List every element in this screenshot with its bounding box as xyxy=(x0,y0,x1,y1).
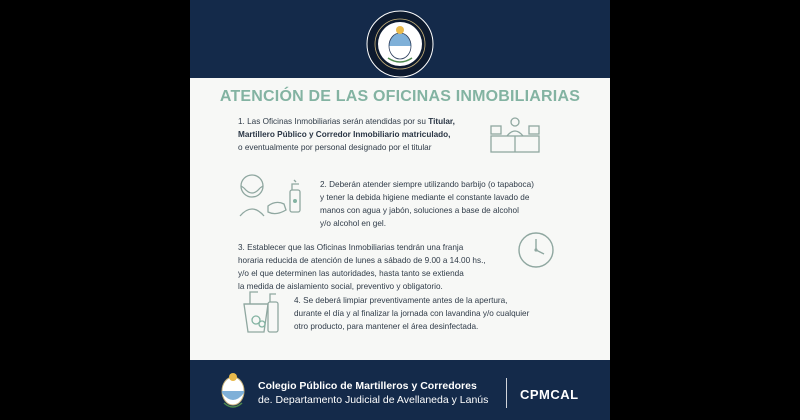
text-run: otro producto, para mantener el área desinfectada. xyxy=(294,322,479,331)
org-acronym: CPMCAL xyxy=(520,387,579,402)
paragraph-3 xyxy=(238,241,486,293)
paragraph-line xyxy=(320,217,534,230)
paragraph-line xyxy=(238,141,455,154)
reception-desk-icon xyxy=(488,114,542,154)
page-title: ATENCIÓN DE LAS OFICINAS INMOBILIARIAS xyxy=(219,88,581,105)
paragraph-line xyxy=(294,294,529,307)
paragraph-line xyxy=(238,128,455,141)
mask-handwash-icon xyxy=(236,172,306,218)
paragraph-4 xyxy=(294,294,529,333)
bold-text: Martillero Público y Corredor Inmobiliario matriculado, xyxy=(238,130,451,139)
paragraph-line xyxy=(238,115,455,128)
footer-seal-icon xyxy=(218,371,248,409)
text-run: manos con agua y jabón, soluciones a base de alcohol xyxy=(320,206,519,215)
text-run: 2. Deberán atender siempre utilizando barbijo (o tapaboca) xyxy=(320,180,534,189)
paragraph-2 xyxy=(320,178,534,230)
text-run: durante el día y al finalizar la jornada con lavandina y/o cualquier xyxy=(294,309,530,318)
paragraph-line xyxy=(320,204,534,217)
paragraph-line xyxy=(320,191,534,204)
college-seal-icon xyxy=(366,10,434,78)
infographic-card xyxy=(190,0,610,420)
text-run: y tener la debida higiene mediante el constante lavado de xyxy=(320,193,530,202)
paragraph-line xyxy=(238,241,486,254)
paragraph-line xyxy=(294,307,529,320)
org-name-line-2: de. Departamento Judicial de Avellaneda y Lanús xyxy=(258,394,489,406)
bold-text: Titular, xyxy=(428,117,455,126)
paragraph-line xyxy=(320,178,534,191)
clock-icon xyxy=(516,230,556,270)
text-run: o eventualmente por personal designado por el titular xyxy=(238,143,432,152)
cleaning-supplies-icon xyxy=(240,288,282,334)
text-run: 1. Las Oficinas Inmobiliarias serán atendidas por su xyxy=(238,117,429,126)
paragraph-line xyxy=(238,254,486,267)
text-run: y/o alcohol en gel. xyxy=(320,219,386,228)
text-run: la medida de aislamiento social, preventivo y obligatorio. xyxy=(238,282,443,291)
text-run: horaria reducida de atención de lunes a sábado de 9.00 a 14.00 hs., xyxy=(238,256,486,265)
footer-band xyxy=(190,360,610,420)
paragraph-line xyxy=(294,320,529,333)
text-run: y/o el que determinen las autoridades, hasta tanto se extienda xyxy=(238,269,464,278)
footer-divider xyxy=(506,378,507,408)
text-run: 4. Se deberá limpiar preventivamente antes de la apertura, xyxy=(294,296,508,305)
paragraph-1 xyxy=(238,115,455,154)
paragraph-line xyxy=(238,267,486,280)
text-run: 3. Establecer que las Oficinas Inmobiliarias tendrán una franja xyxy=(238,243,464,252)
org-name-line-1: Colegio Público de Martilleros y Corredores xyxy=(258,380,477,392)
